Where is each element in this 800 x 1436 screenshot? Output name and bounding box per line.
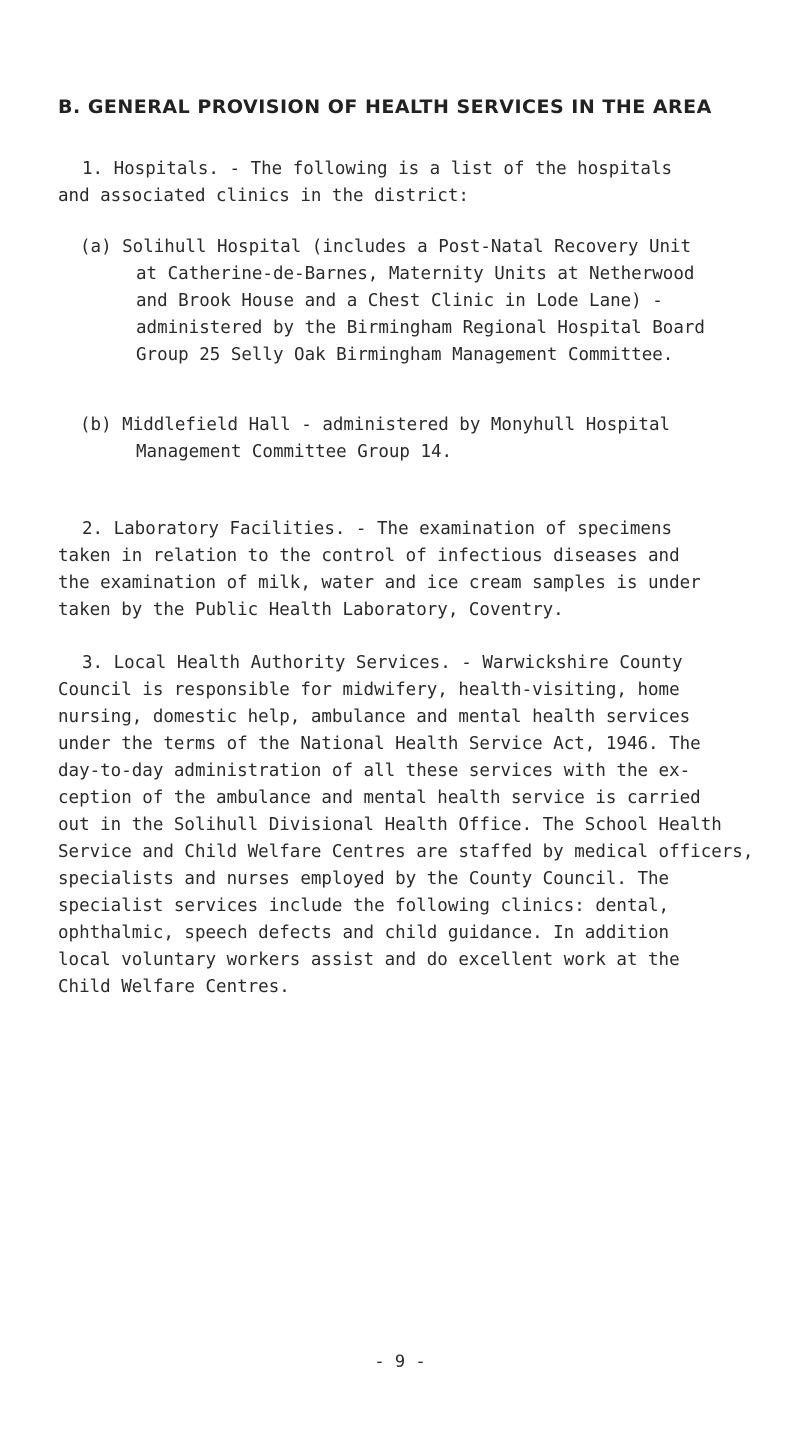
text-line: local voluntary workers assist and do excellent work at the: [58, 950, 680, 970]
text-line: specialists and nurses employed by the County Council. The: [58, 869, 670, 889]
text-line: Group 25 Selly Oak Birmingham Management Committee.: [136, 345, 674, 365]
text-line: ception of the ambulance and mental health service is carried: [58, 788, 701, 808]
text-line: taken by the Public Health Laboratory, Coventry.: [58, 600, 564, 620]
text-line: out in the Solihull Divisional Health Office. The School Health: [58, 815, 722, 835]
local-health-paragraph: [58, 650, 778, 1001]
text-line: 3. Local Health Authority Services. - Warwickshire County: [82, 653, 683, 673]
text-line: ophthalmic, speech defects and child guidance. In addition: [58, 923, 670, 943]
hospital-item-b: [56, 412, 776, 466]
text-line: specialist services include the following clinics: dental,: [58, 896, 670, 916]
text-line: Service and Child Welfare Centres are staffed by medical officers,: [58, 842, 754, 862]
text-line: (a) Solihull Hospital (includes a Post-Natal Recovery Unit: [80, 237, 692, 257]
text-line: Council is responsible for midwifery, health-visiting, home: [58, 680, 680, 700]
text-line: under the terms of the National Health Service Act, 1946. The: [58, 734, 701, 754]
text-line: 2. Laboratory Facilities. - The examination of specimens: [82, 519, 673, 539]
text-line: day-to-day administration of all these services with the ex-: [58, 761, 691, 781]
text-line: at Catherine-de-Barnes, Maternity Units at Netherwood: [136, 264, 695, 284]
text-line: 1. Hospitals. - The following is a list of the hospitals: [82, 159, 673, 179]
text-line: administered by the Birmingham Regional Hospital Board: [136, 318, 705, 338]
text-line: Management Committee Group 14.: [136, 442, 453, 462]
section-heading: B. GENERAL PROVISION OF HEALTH SERVICES IN THE AREA: [58, 96, 712, 118]
text-line: and Brook House and a Chest Clinic in Lode Lane) -: [136, 291, 663, 311]
laboratory-paragraph: [58, 516, 778, 624]
text-line: the examination of milk, water and ice cream samples is under: [58, 573, 701, 593]
text-line: Child Welfare Centres.: [58, 977, 290, 997]
text-line: (b) Middlefield Hall - administered by Monyhull Hospital: [80, 415, 671, 435]
page-number: - 9 -: [374, 1352, 426, 1372]
hospital-item-a: [56, 234, 776, 369]
text-line: nursing, domestic help, ambulance and mental health services: [58, 707, 691, 727]
text-line: and associated clinics in the district:: [58, 186, 469, 206]
text-line: taken in relation to the control of infectious diseases and: [58, 546, 680, 566]
hospitals-paragraph: [58, 156, 778, 210]
